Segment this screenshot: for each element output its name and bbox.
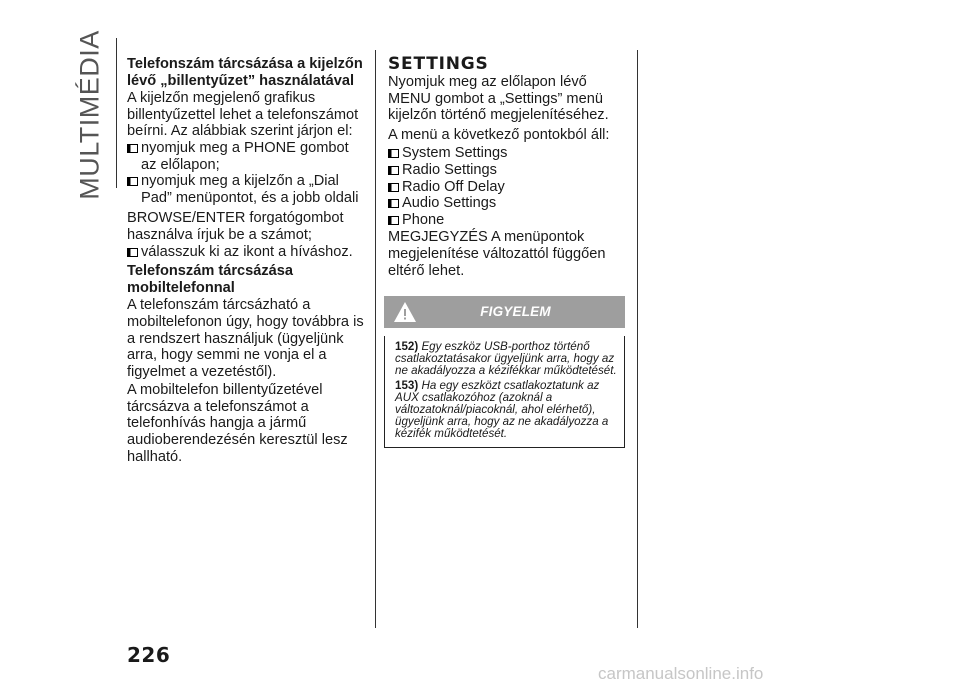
bullet-icon [127, 177, 138, 186]
right-rule [637, 50, 638, 628]
warning-body [384, 336, 625, 448]
section-title-settings: SETTINGS [388, 54, 489, 74]
column-divider [375, 50, 376, 628]
warning-item: 152) Egy eszköz USB-porthoz történő csatlakoztatásakor ügyeljünk arra, hogy az ne akadályozza a kézifékkar működtetését. [395, 340, 617, 378]
paragraph: A mobiltelefon billentyűzetével tárcsázva a telefonszámot a telefonhívás hangja a jármű audioberendezésén keresztül lesz hallható. [127, 382, 348, 465]
bullet-icon [388, 149, 399, 158]
warning-title: FIGYELEM [480, 304, 551, 319]
bullet-icon [127, 248, 138, 257]
heading-dial-keypad: Telefonszám tárcsázása a kijelzőn lévő „billentyűzet” használatával [127, 56, 363, 89]
paragraph: Nyomjuk meg az előlapon lévő MENU gombot a „Settings” menü kijelzőn történő megjelenítéséhez. [388, 74, 609, 124]
bullet-icon [388, 199, 399, 208]
note-paragraph: MEGJEGYZÉS A menüpontok megjelenítése változattól függően eltérő lehet. [388, 229, 606, 279]
bullet-icon [388, 166, 399, 175]
paragraph: A telefonszám tárcsázható a mobiltelefonon úgy, hogy továbbra is a rendszert használjuk (ügyeljünk arra, hogy semmi ne vonja el a figyelmet a vezetéstől). [127, 297, 364, 380]
paragraph: A kijelzőn megjelenő grafikus billentyűzettel lehet a telefonszámot beírni. Az alábbiak szerint járjon el: [127, 90, 359, 140]
warning-header [384, 296, 625, 328]
page-number: 226 [127, 643, 171, 667]
menu-list-item: System Settings [388, 145, 626, 162]
bullet-icon [127, 144, 138, 153]
paragraph: BROWSE/ENTER forgatógombot használva írjuk be a számot; [127, 210, 344, 243]
right-column [388, 56, 626, 279]
menu-list-item: Audio Settings [388, 195, 626, 212]
warning-item: 153) Ha egy eszközt csatlakoztatunk az AUX csatlakozóhoz (azoknál a változatoknál/piacoknál, ahol elérhető), ügyeljünk arra, hogy az ne akadályozza a kézifék működtetését. [395, 378, 609, 441]
list-item: nyomjuk meg a PHONE gombot az előlapon; [127, 140, 367, 173]
list-item: nyomjuk meg a kijelzőn a „Dial Pad” menüpontot, és a jobb oldali [127, 173, 367, 206]
side-label-text: MULTIMÉDIA [74, 30, 105, 200]
menu-list-item: Radio Settings [388, 162, 626, 179]
warning-box [384, 296, 625, 448]
bullet-icon [388, 216, 399, 225]
footer-watermark: carmanualsonline.info [598, 664, 764, 683]
heading-mobile-dial: Telefonszám tárcsázása mobiltelefonnal [127, 263, 294, 296]
left-column [127, 56, 367, 465]
menu-list-item: Phone [388, 212, 626, 229]
menu-list-item: Radio Off Delay [388, 179, 626, 196]
section-side-label [70, 30, 110, 200]
list-item: válasszuk ki az ikont a híváshoz. [127, 244, 367, 261]
paragraph: A menü a következő pontokból áll: [388, 126, 610, 143]
bullet-icon [388, 183, 399, 192]
left-rule [116, 38, 117, 188]
